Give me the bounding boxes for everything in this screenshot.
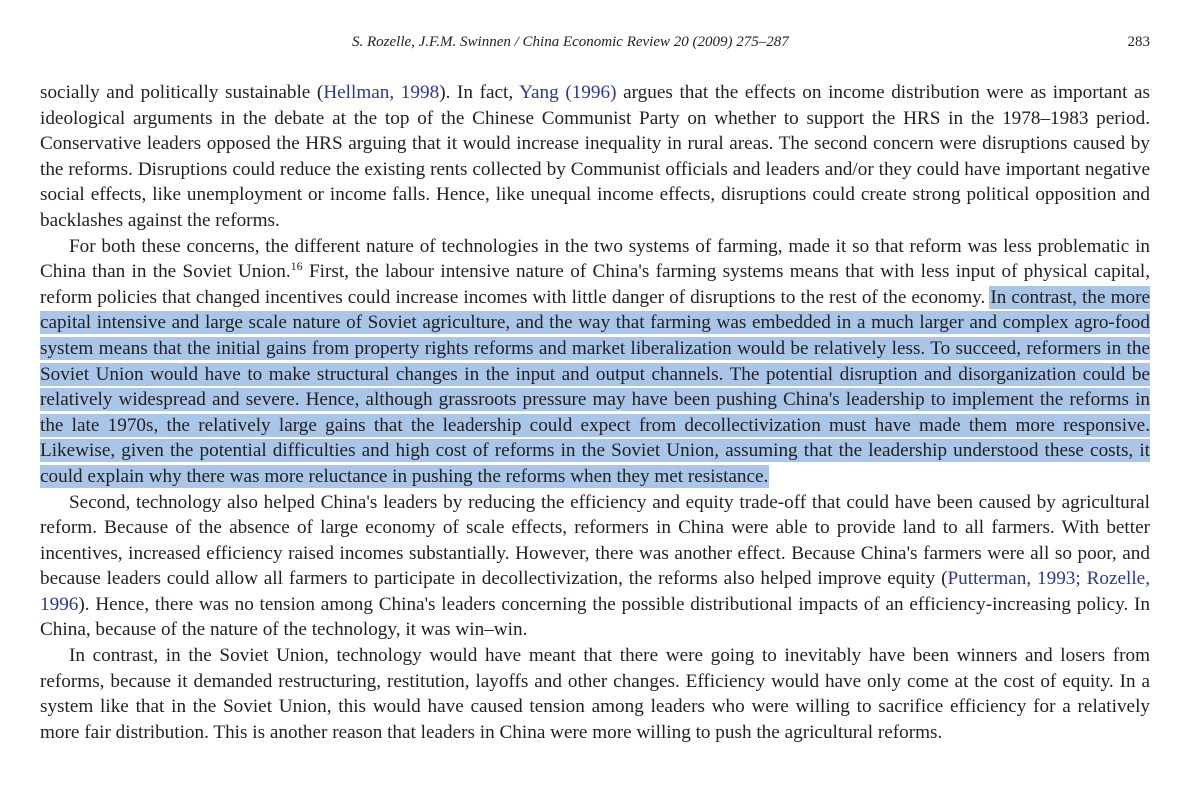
text-run: ). Hence, there was no tension among China's leaders concerning the possible distributional impacts of an efficiency-increasing policy. In China, because of the nature of the technology, it was win–win. bbox=[40, 593, 1150, 641]
text-run: argues that the effects on income distribution were as important as ideological arguments in the debate at the top of the Chinese Communist Party on whether to support the HRS in the 1978–1983 period. Conservative leaders opposed the HRS arguing that it would increase inequality in rural areas. The second concern were disruptions caused by the reforms. Disruptions could reduce the existing rents collected by Communist officials and leaders and/or they could have important negative social effects, like unemployment or income falls. Hence, like unequal income effects, disruptions could create strong political opposition and backlashes against the reforms. bbox=[40, 82, 1151, 231]
highlighted-selection[interactable]: In contrast, the more capital intensive and large scale nature of Soviet agriculture, and the way that farming was embedded in a much larger and complex agro-food system means that the initial gains from property rights reforms and market liberalization would be relatively less. To succeed, reformers in the Soviet Union would have to make structural changes in the input and output channels. The potential disruption and disorganization could be relatively widespread and severe. Hence, although grassroots pressure may have been pushing China's leadership to implement the reforms in the late 1970s, the relatively large gains that the leadership could expect from decollectivization must have made them more responsive. Likewise, given the potential difficulties and high cost of reforms in the Soviet Union, assuming that the leadership understood these costs, it could explain why there was more reluctance in pushing the reforms when they met resistance. bbox=[40, 286, 1150, 487]
footnote-marker[interactable]: 16 bbox=[290, 259, 303, 274]
paragraph-2 bbox=[40, 234, 1150, 490]
text-run: socially and politically sustainable ( bbox=[40, 82, 324, 103]
text-run: ). In fact, bbox=[439, 82, 520, 103]
text-run: In contrast, in the Soviet Union, technology would have meant that there were going to inevitably have been winners and losers from reforms, because it demanded restructuring, restitution, layoffs and other changes. Efficiency would have only come at the cost of equity. In a system like that in the Soviet Union, this would have caused tension among leaders who were willing to sacrifice efficiency for a relatively more fair distribution. This is another reason that leaders in China were more willing to push the agricultural reforms. bbox=[40, 645, 1150, 743]
separator: / bbox=[514, 34, 519, 50]
paragraph-1 bbox=[40, 80, 1150, 234]
journal-title: China Economic Review 20 (2009) 275–287 bbox=[522, 34, 789, 50]
text-run: Second, technology also helped China's leaders by reducing the efficiency and equity trade-off that could have been caused by agricultural reform. Because of the absence of large economy of scale effects, reformers in China were able to provide land to all farmers. With better incentives, increased efficiency raised incomes substantially. However, there was another effect. Because China's farmers were all so poor, and because leaders could allow all farmers to participate in decollectivization, the reforms also helped improve equity ( bbox=[40, 491, 1150, 590]
citation-link-hellman-1998[interactable]: Hellman, 1998 bbox=[323, 82, 440, 103]
journal-page bbox=[40, 0, 1150, 745]
running-head bbox=[40, 30, 1150, 60]
running-head-citation bbox=[352, 34, 789, 51]
page-number: 283 bbox=[1127, 34, 1150, 50]
article-body bbox=[40, 80, 1150, 745]
text-run: For both these concerns, the different nature of technologies in the two systems of farming, made it so that reform was less problematic in China than in the Soviet Union. bbox=[40, 235, 1150, 283]
paragraph-3 bbox=[40, 490, 1150, 644]
text-run: First, the labour intensive nature of China's farming systems means that with less input of physical capital, reform policies that changed incentives could increase incomes with little danger of disruptions to the rest of the economy. bbox=[40, 261, 1150, 308]
citation-link-putterman-rozelle[interactable]: Putterman, 1993; Rozelle, 1996 bbox=[40, 568, 1150, 615]
paragraph-4 bbox=[40, 643, 1150, 745]
citation-link-yang-1996[interactable]: Yang (1996) bbox=[519, 82, 617, 103]
authors: S. Rozelle, J.F.M. Swinnen bbox=[352, 34, 511, 50]
